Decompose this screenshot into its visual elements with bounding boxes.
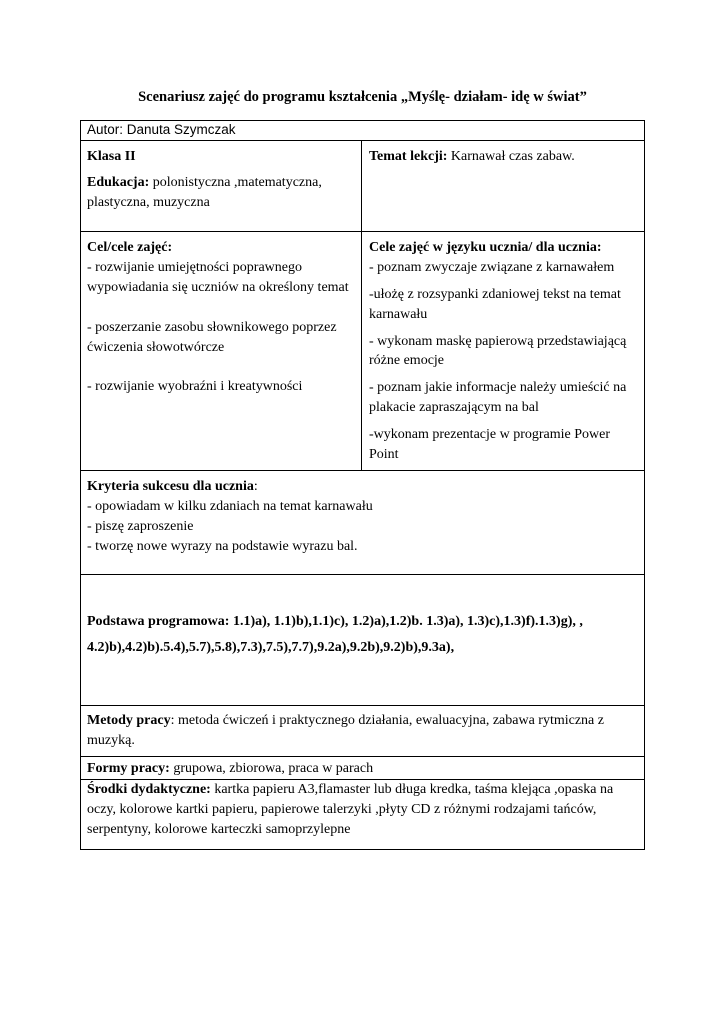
education-line <box>87 173 355 213</box>
criteria-item-1: - opowiadam w kilku zdaniach na temat karnawału <box>87 498 373 514</box>
resources-value: kartka papieru A3,flamaster lub długa kredka, taśma klejąca ,opaska na oczy, kolorowe kartki papieru, papierowe talerzyki ,płyty CD z różnymi rodzajami tańców, serpentyny, kolorowe karteczki samoprzylepne <box>87 782 614 837</box>
student-goal-item-5: -wykonam prezentacje w programie Power Point <box>369 427 611 462</box>
topic-label: Temat lekcji: <box>369 149 448 164</box>
curriculum-cell <box>81 575 644 663</box>
methods-label: Metody pracy <box>87 713 171 728</box>
forms-value: grupowa, zbiorowa, praca w parach <box>169 761 374 776</box>
education-label: Edukacja: <box>87 174 150 190</box>
page-title: Scenariusz zajęć do programu kształcenia „Myślę- działam- idę w świat” <box>138 89 587 105</box>
lesson-table <box>80 120 645 850</box>
forms-text <box>87 759 638 779</box>
criteria-row <box>81 470 644 574</box>
criteria-item-2: - piszę zaproszenie <box>87 518 194 534</box>
criteria-cell <box>81 471 644 559</box>
forms-row <box>81 756 644 779</box>
curriculum-row <box>81 574 644 705</box>
author-row <box>81 121 644 140</box>
student-goals-cell <box>362 232 644 470</box>
student-goal-item-2: -ułożę z rozsypanki zdaniowej tekst na temat karnawału <box>369 286 621 322</box>
resources-label: Środki dydaktyczne: <box>87 782 211 797</box>
resources-text <box>87 780 638 840</box>
goals-label: Cel/cele zajęć: <box>87 240 173 255</box>
methods-cell <box>81 706 644 753</box>
methods-value: : metoda ćwiczeń i praktycznego działania, ewaluacyjna, zabawa rytmiczna z muzyką. <box>87 713 604 748</box>
resources-cell <box>81 780 644 842</box>
class-label: Klasa II <box>87 149 136 164</box>
methods-row <box>81 705 644 756</box>
criteria-colon: : <box>253 479 258 494</box>
education-value-2: plastyczna, muzyczna <box>87 194 210 210</box>
goals-row <box>81 231 644 470</box>
topic-line <box>369 147 638 167</box>
topic-cell <box>362 141 644 231</box>
resources-row <box>81 779 644 849</box>
education-value-1: polonistyczna ,matematyczna, <box>149 174 322 190</box>
student-goals-label: Cele zajęć w języku ucznia/ dla ucznia: <box>369 240 602 255</box>
curriculum-line-2: 4.2)b),4.2)b).5.4),5.7),5.8),7.3),7.5),7.7),9.2a),9.2b),9.2)b),9.3a), <box>87 640 455 655</box>
class-topic-row <box>81 140 644 231</box>
methods-text <box>87 711 638 751</box>
student-goal-item-1: - poznam zwyczaje związane z karnawałem <box>369 259 615 275</box>
forms-cell <box>81 757 644 781</box>
goals-cell <box>81 232 362 470</box>
goal-item-1: - rozwijanie umiejętności poprawnego wypowiadania się uczniów na określony temat <box>87 259 349 295</box>
goal-item-2: - poszerzanie zasobu słownikowego poprzez ćwiczenia słowotwórcze <box>87 319 337 355</box>
student-goal-item-4: - poznam jakie informacje należy umieścić na plakacie zapraszającym na bal <box>369 380 627 416</box>
criteria-item-3: - tworzę nowe wyrazy na podstawie wyrazu bal. <box>87 538 358 554</box>
student-goal-item-3: - wykonam maskę papierową przedstawiającą różne emocje <box>369 333 627 369</box>
criteria-label: Kryteria sukcesu dla ucznia <box>87 479 254 494</box>
author: Autor: Danuta Szymczak <box>87 122 236 137</box>
forms-label: Formy pracy: <box>87 761 170 776</box>
criteria-heading <box>87 477 638 497</box>
class-cell <box>81 141 362 231</box>
topic-value: Karnawał czas zabaw. <box>447 149 575 164</box>
curriculum-line-1: Podstawa programowa: 1.1)a), 1.1)b),1.1)c), 1.2)a),1.2)b. 1.3)a), 1.3)c),1.3)f).1.3)g), , <box>87 614 583 629</box>
goal-item-3: - rozwijanie wyobraźni i kreatywności <box>87 379 303 395</box>
